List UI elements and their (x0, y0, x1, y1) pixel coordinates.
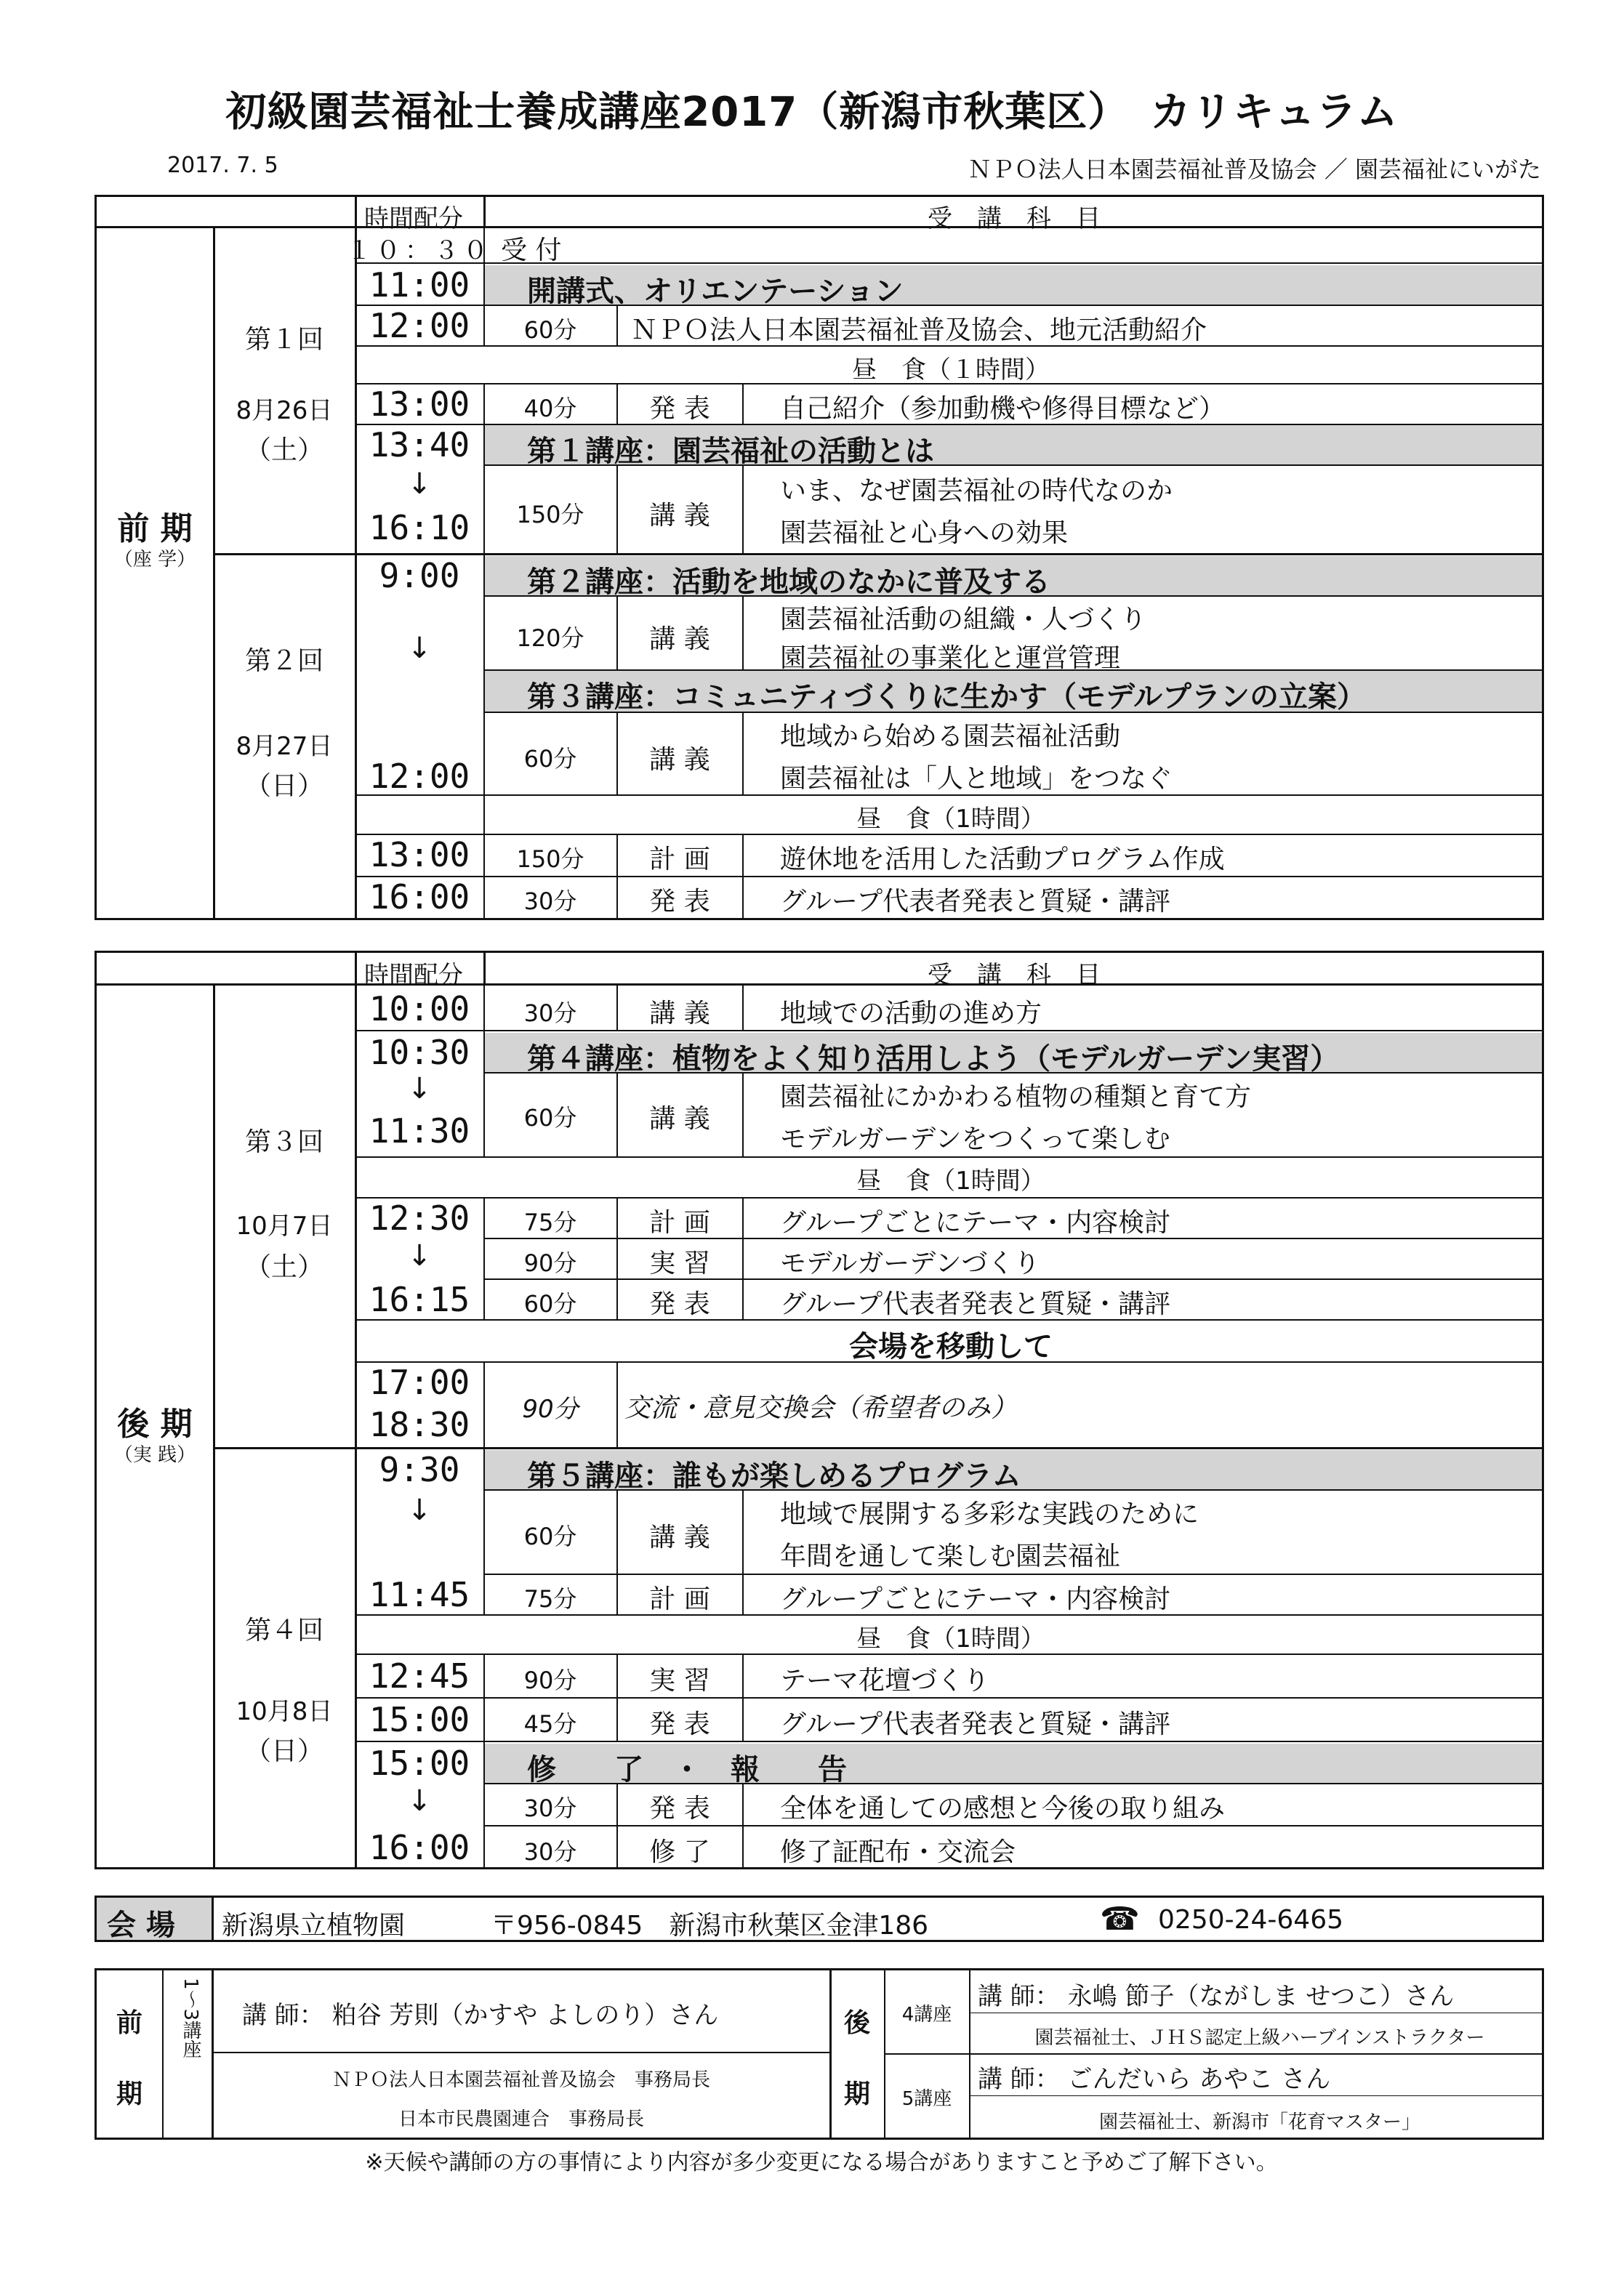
instructor-1-role: ＮＰＯ法人日本園芸福祉普及協会 事務局長 (331, 2069, 711, 2091)
courses-range: 1〜3講座 (180, 1978, 201, 2059)
time-1100: 11:00 (369, 265, 470, 305)
instructor-3-role: 園芸福祉士、新潟市「花育マスター」 (1098, 2111, 1421, 2133)
duration: 150分 (516, 845, 584, 873)
course-4-title: 第４講座：植物をよく知り活用しよう（モデルガーデン実習） (527, 1042, 1340, 1076)
duration: 60分 (523, 1104, 577, 1132)
session-type: 計 画 (649, 1208, 710, 1238)
subject-text: グループごとにテーマ・内容検討 (780, 1208, 1171, 1238)
session-2-date: 8月27日 (236, 732, 333, 761)
session-type: 発 表 (649, 1709, 710, 1739)
arrow-down-icon: ↓ (407, 1784, 432, 1818)
subject-text: グループごとにテーマ・内容検討 (780, 1584, 1171, 1614)
session-type: 実 習 (649, 1249, 710, 1278)
duration: 60分 (523, 1290, 577, 1318)
arrow-down-icon: ↓ (407, 467, 432, 501)
lunch-break: 昼 食（1時間） (856, 805, 1045, 834)
schedule-table-second (95, 951, 1544, 1869)
time-1600: 16:00 (369, 877, 470, 917)
first-period-mark: 期 (116, 2079, 143, 2109)
duration: 90分 (523, 1249, 577, 1277)
duration: 90分 (523, 1667, 577, 1694)
course-3-title: 第３講座：コミュニティづくりに生かす（モデルプランの立案） (527, 680, 1366, 714)
session-type: 講 義 (649, 501, 710, 531)
time-1700: 17:00 (369, 1363, 470, 1402)
header-subject: 受 講 科 目 (928, 961, 1101, 990)
subject-text: グループ代表者発表と質疑・講評 (780, 1289, 1171, 1319)
session-type: 講 義 (649, 745, 710, 775)
session-type: 発 表 (649, 1794, 710, 1824)
duration: 30分 (523, 1794, 577, 1822)
subject-text: 園芸福祉と心身への効果 (780, 518, 1069, 548)
session-type: 実 習 (649, 1666, 710, 1696)
subject-text: 園芸福祉の事業化と運営管理 (780, 643, 1121, 673)
period-label-second: 後 期 (117, 1406, 193, 1443)
session-2-label: 第２回 (244, 646, 324, 676)
duration: 75分 (523, 1209, 577, 1236)
subject-text: テーマ花壇づくり (780, 1666, 990, 1696)
session-type: 発 表 (649, 887, 710, 917)
subject-text: ＮＰＯ法人日本園芸福祉普及協会、地元活動紹介 (631, 315, 1207, 345)
session-3-day: （土） (244, 1252, 324, 1282)
subject-text: 遊休地を活用した活動プログラム作成 (780, 845, 1225, 874)
arrow-down-icon: ↓ (407, 1239, 432, 1273)
venue-label: 会 場 (107, 1909, 175, 1942)
arrow-down-icon: ↓ (407, 1494, 432, 1527)
page-title: 初級園芸福祉士養成講座2017（新潟市秋葉区） カリキュラム (225, 89, 1399, 136)
arrow-down-icon: ↓ (407, 1072, 432, 1105)
course-2-title: 第２講座：活動を地域のなかに普及する (527, 565, 1050, 599)
session-type: 講 義 (649, 624, 710, 654)
subject-text: 地域で展開する多彩な実践のために (780, 1499, 1199, 1529)
time-1000: 10:00 (369, 989, 470, 1028)
instructor-1-name: 講 師： 粕谷 芳則（かすや よしのり）さん (242, 2001, 719, 2030)
session-type: 発 表 (649, 1289, 710, 1319)
time-1030: 10:30 (369, 1033, 470, 1072)
duration: 30分 (523, 1838, 577, 1866)
subject-text: 全体を通しての感想と今後の取り組み (780, 1794, 1226, 1824)
subject-text: 園芸福祉は「人と地域」をつなぐ (780, 764, 1173, 794)
time-1830: 18:30 (369, 1405, 470, 1444)
course-5-title: 第５講座：誰もが楽しめるプログラム (527, 1459, 1021, 1493)
time-1500: 15:00 (369, 1700, 470, 1739)
duration: 120分 (516, 624, 584, 652)
session-type: 発 表 (649, 394, 710, 424)
lunch-break: 昼 食（1時間） (856, 1167, 1045, 1196)
session-4-date: 10月8日 (236, 1697, 333, 1726)
time-1230: 12:30 (369, 1199, 470, 1238)
venue-name: 新潟県立植物園 (222, 1911, 406, 1941)
duration: 45分 (523, 1710, 577, 1738)
period-sublabel-second: （実 践） (113, 1444, 196, 1466)
time-1245: 12:45 (369, 1656, 470, 1696)
duration: 150分 (516, 501, 584, 528)
header-subject: 受 講 科 目 (928, 204, 1101, 233)
disclaimer-note: ※天候や講師の方の事情により内容が多少変更になる場合がありますこと予めご了解下さい。 (365, 2150, 1278, 2175)
time-0900: 9:00 (379, 556, 460, 595)
session-3-date: 10月7日 (236, 1212, 333, 1241)
time-1300: 13:00 (369, 835, 470, 874)
time-reception: １０：３０ (347, 236, 492, 265)
time-1610: 16:10 (369, 508, 470, 547)
subject-text: 園芸福祉にかかわる植物の種類と育て方 (780, 1082, 1252, 1112)
subject-text: 地域から始める園芸福祉活動 (780, 722, 1121, 752)
duration: 30分 (523, 999, 577, 1027)
session-2-day: （日） (244, 771, 324, 801)
instructors-box (95, 1968, 1544, 2140)
session-4-label: 第４回 (244, 1616, 324, 1646)
time-1200: 12:00 (369, 306, 470, 345)
subject-text: 園芸福祉活動の組織・人づくり (780, 605, 1147, 635)
session-4-day: （日） (244, 1736, 324, 1766)
venue-phone: 0250-24-6465 (1158, 1905, 1344, 1935)
session-1-date: 8月26日 (236, 396, 333, 425)
subject-text: モデルガーデンをつくって楽しむ (780, 1124, 1170, 1154)
instructor-2-name: 講 師： 永嶋 節子（ながしま せつこ）さん (978, 1982, 1455, 2011)
time-1200: 12:00 (369, 757, 470, 796)
subject-text: グループ代表者発表と質疑・講評 (780, 1709, 1171, 1739)
session-type: 修 了 (649, 1837, 710, 1867)
venue-address: 〒956-0845 新潟市秋葉区金津186 (491, 1911, 929, 1941)
time-1300: 13:00 (369, 384, 470, 424)
duration: 75分 (523, 1585, 577, 1613)
session-1-day: （土） (244, 435, 324, 465)
time-1145: 11:45 (369, 1575, 470, 1614)
header-time-allocation: 時間配分 (364, 204, 463, 233)
header-time-allocation: 時間配分 (364, 961, 463, 990)
course-5-label: 5講座 (901, 2088, 952, 2110)
session-3-label: 第３回 (244, 1127, 324, 1157)
session-type: 講 義 (649, 1523, 710, 1552)
session-type: 講 義 (649, 999, 710, 1028)
instructor-1-role: 日本市民農園連合 事務局長 (398, 2108, 645, 2130)
duration: 40分 (523, 395, 577, 422)
session-1-label: 第１回 (244, 325, 324, 355)
second-period-mark: 期 (843, 2079, 871, 2109)
subject-text: グループ代表者発表と質疑・講評 (780, 887, 1171, 917)
time-1600: 16:00 (369, 1828, 470, 1867)
session-type: 計 画 (649, 845, 710, 874)
reception: 受 付 (501, 235, 562, 265)
organizers: ＮＰＯ法人日本園芸福祉普及協会 ／ 園芸福祉にいがた (968, 156, 1541, 183)
venue-move-note: 会場を移動して (849, 1330, 1053, 1363)
time-1500: 15:00 (369, 1744, 470, 1783)
period-label-first: 前 期 (117, 510, 193, 547)
document-date: 2017. 7. 5 (167, 153, 278, 178)
arrow-down-icon: ↓ (407, 632, 432, 665)
time-1130: 11:30 (369, 1111, 470, 1151)
duration: 60分 (523, 316, 577, 344)
subject-text: 交流・意見交換会（希望者のみ） (624, 1393, 1018, 1423)
duration: 30分 (523, 887, 577, 915)
second-period-mark: 後 (843, 2008, 871, 2038)
subject-text: 修了証配布・交流会 (780, 1837, 1016, 1867)
phone-icon: ☎ (1100, 1901, 1140, 1938)
period-sublabel-first: （座 学） (113, 549, 196, 571)
schedule-table-first (95, 195, 1544, 920)
course-1-title: 第１講座：園芸福祉の活動とは (527, 435, 934, 468)
venue-box (95, 1896, 1544, 1942)
lunch-break: 昼 食（１時間） (852, 355, 1050, 384)
time-1615: 16:15 (369, 1280, 470, 1319)
time-0930: 9:30 (379, 1450, 460, 1489)
subject-text: 自己紹介（参加動機や修得目標など） (780, 394, 1226, 424)
session-type: 計 画 (649, 1584, 710, 1614)
session-type: 講 義 (649, 1104, 710, 1134)
duration: 60分 (523, 1523, 577, 1550)
subject-text: モデルガーデンづくり (780, 1249, 1040, 1278)
duration: 90分 (522, 1395, 579, 1424)
first-period-mark: 前 (116, 2008, 143, 2038)
instructor-2-role: 園芸福祉士、ＪＨＳ認定上級ハーブインストラクター (1034, 2027, 1485, 2049)
subject-text: 地域での活動の進め方 (780, 999, 1042, 1028)
lunch-break: 昼 食（1時間） (856, 1624, 1045, 1653)
subject-text: 年間を通して楽しむ園芸福祉 (780, 1542, 1121, 1571)
duration: 60分 (523, 745, 577, 773)
time-1340: 13:40 (369, 425, 470, 464)
course-4-label: 4講座 (901, 2004, 952, 2026)
subject-text: いま、なぜ園芸福祉の時代なのか (780, 476, 1173, 506)
completion-report-title: 修 了 ・ 報 告 (527, 1753, 847, 1787)
opening-ceremony: 開講式、オリエンテーション (527, 275, 904, 308)
instructor-3-name: 講 師： ごんだいら あやこ さん (978, 2065, 1331, 2094)
